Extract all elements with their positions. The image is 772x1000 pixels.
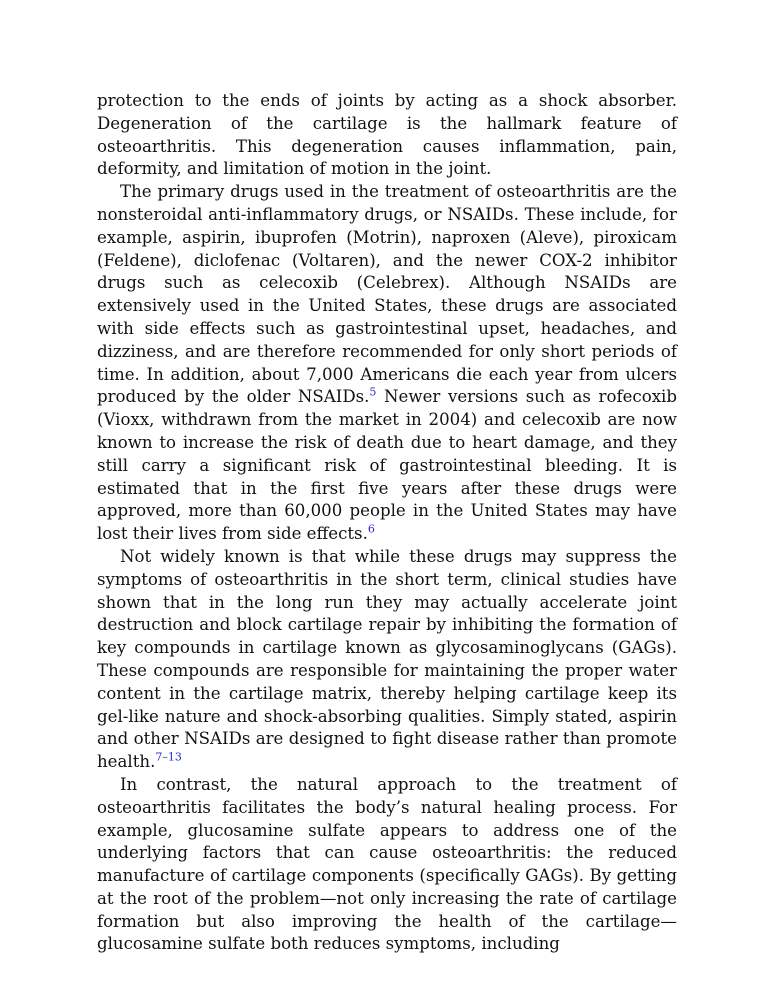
paragraph-2-text-a: The primary drugs used in the treatment of osteoarthritis are the nonsteroidal anti-inflammatory drugs, or NSAIDs. These include, for example, aspirin, ibuprofen (Motrin), naproxen (Aleve), piroxicam (Feldene), diclofenac (Voltaren), and the newer COX-2 inhibitor drugs such as celecoxib (Celebrex). Although NSAIDs are extensively used in the United States, these drugs are associated with side effects such as gastrointestinal upset, headaches, and dizziness, and are therefore recommended for only short periods of time. In addition, about 7,000 Americans die each year from ulcers produced by the older NSAIDs. <box>97 182 677 407</box>
paragraph-1 <box>97 90 677 181</box>
footnote-ref-6[interactable]: 6 <box>367 522 375 536</box>
paragraph-2 <box>97 181 677 546</box>
paragraph-3 <box>97 546 677 774</box>
paragraph-4 <box>97 774 677 956</box>
paragraph-3-text: Not widely known is that while these drugs may suppress the symptoms of osteoarthritis in the short term, clinical studies have shown that in the long run they may actually accelerate joint destruction and block cartilage repair by inhibiting the formation of key compounds in cartilage known as glycosaminoglycans (GAGs). These compounds are responsible for maintaining the proper water content in the cartilage matrix, thereby helping cartilage keep its gel-like nature and shock-absorbing qualities. Simply stated, aspirin and other NSAIDs are designed to fight disease rather than promote health. <box>97 546 677 772</box>
footnote-ref-5[interactable]: 5 <box>369 385 377 399</box>
footnote-ref-7-13[interactable]: 7–13 <box>155 750 182 764</box>
page-body <box>97 90 677 956</box>
paragraph-1-text: protection to the ends of joints by acting as a shock absorber. Degeneration of the cartilage is the hallmark feature of osteoarthritis. This degeneration causes inflammation, pain, deformity, and limitation of motion in the joint. <box>97 91 677 179</box>
paragraph-4-text: In contrast, the natural approach to the treatment of osteoarthritis facilitates the body’s natural healing process. For example, glucosamine sulfate appears to address one of the underlying factors that can cause osteoarthritis: the reduced manufacture of cartilage components (specifically GAGs). By getting at the root of the problem—not only increasing the rate of cartilage formation but also improving the health of the cartilage—glucosamine sulfate both reduces symptoms, including <box>97 774 677 954</box>
paragraph-2-text-b: Newer versions such as rofecoxib (Vioxx, withdrawn from the market in 2004) and celecoxib are now known to increase the risk of death due to heart damage, and they still carry a significant risk of gastrointestinal bleeding. It is estimated that in the first five years after these drugs were approved, more than 60,000 people in the United States may have lost their lives from side effects. <box>97 387 677 544</box>
